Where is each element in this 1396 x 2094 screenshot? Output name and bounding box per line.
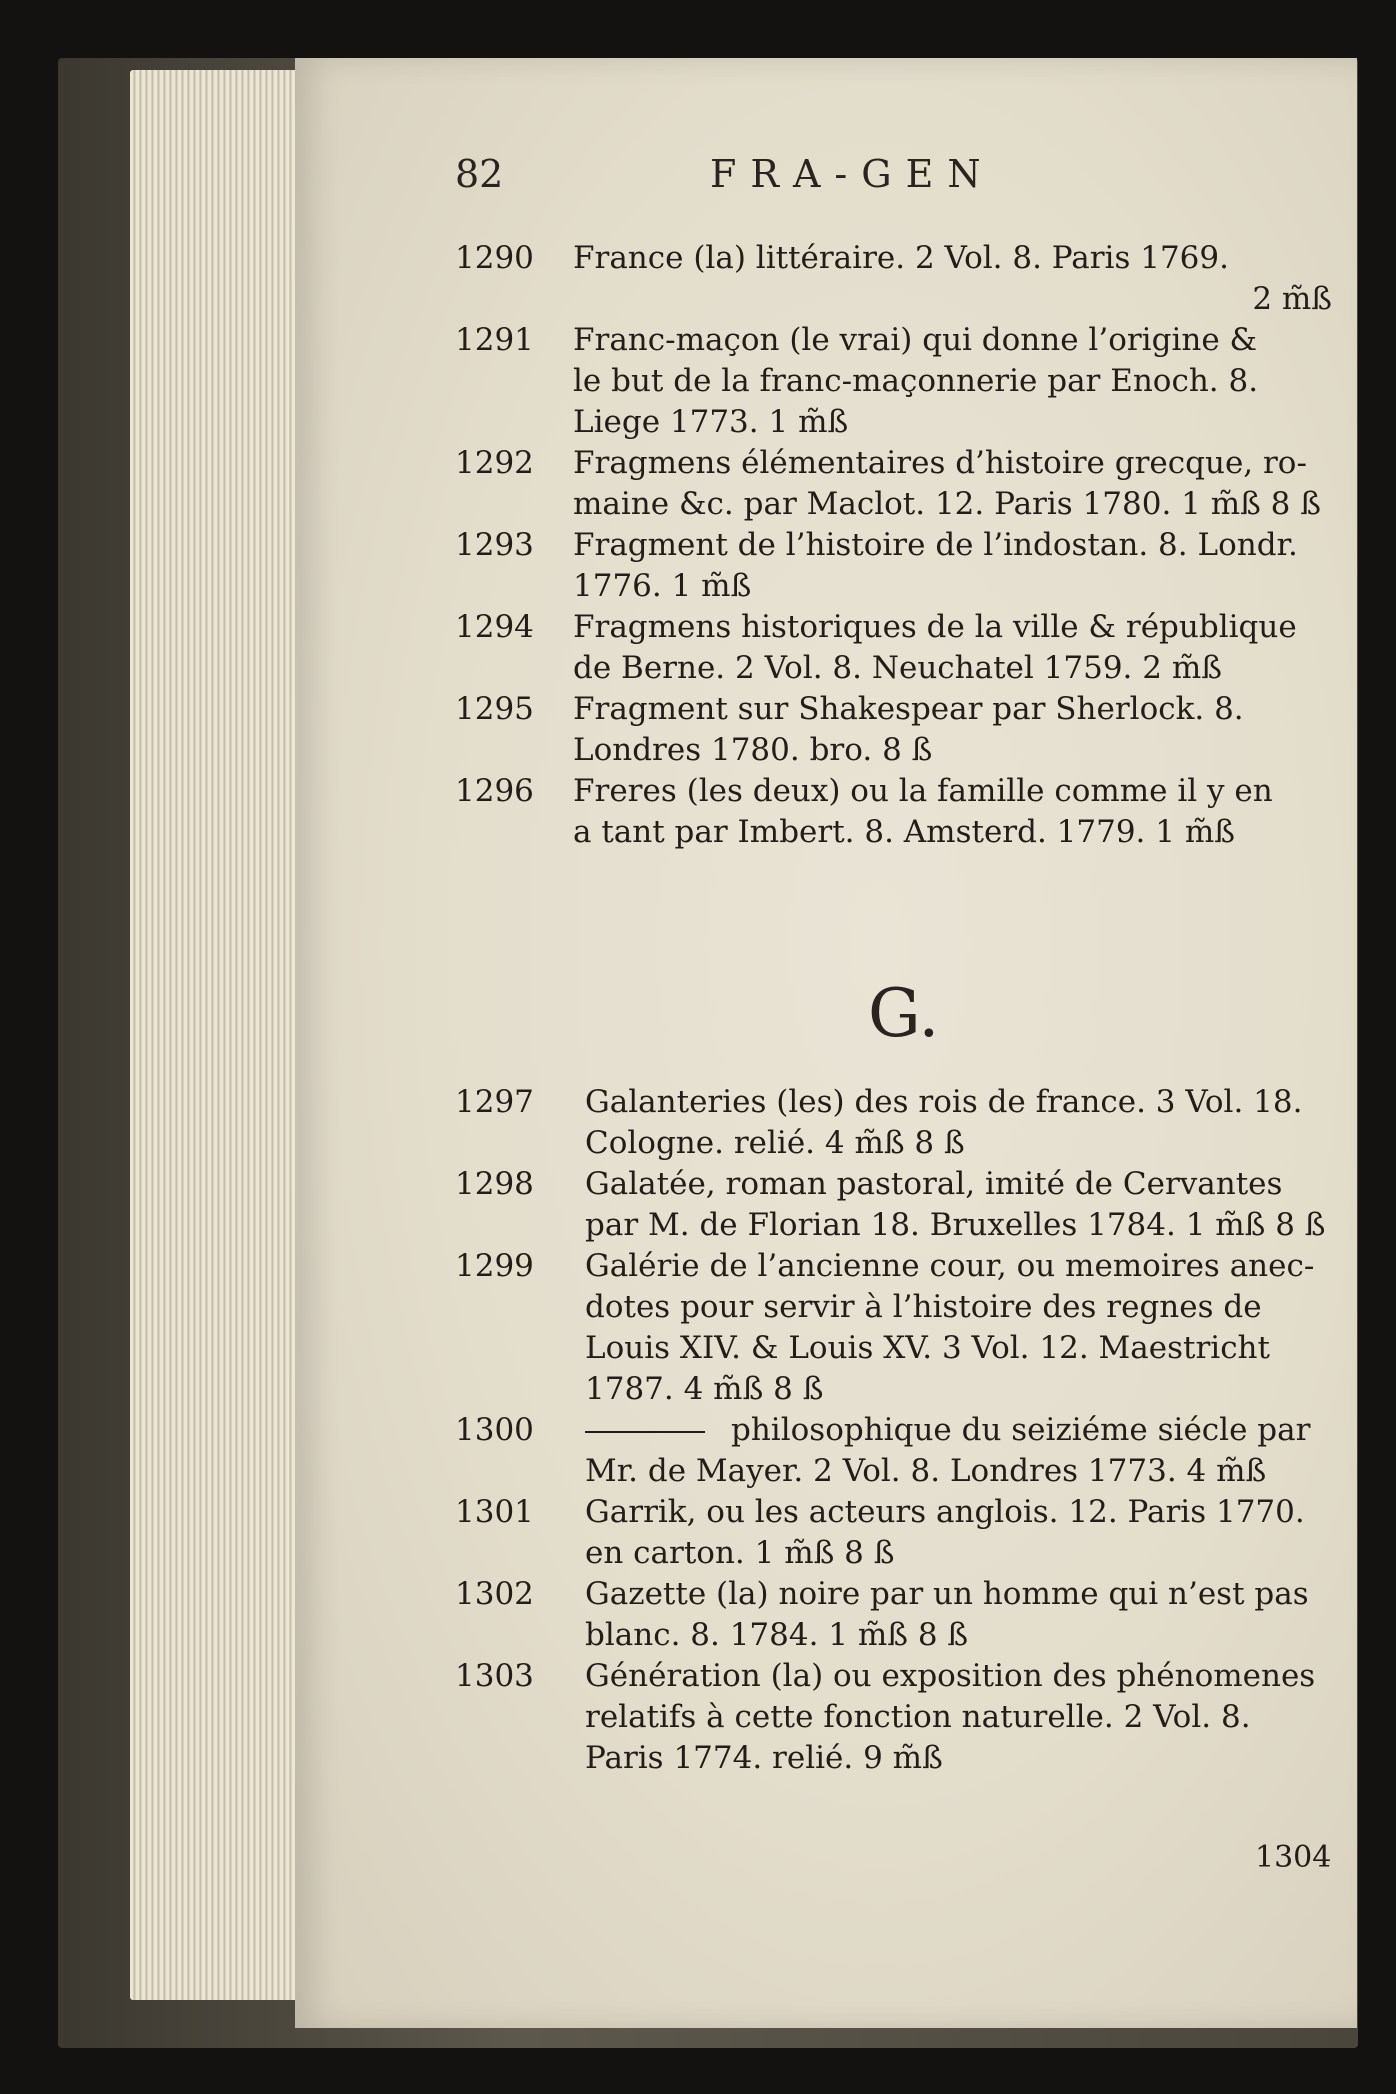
entry-line: dotes pour servir à l’histoire des regnes de [585,1289,1262,1325]
entry-price: 2 m̃ß [1252,281,1332,317]
ditto-rule [585,1431,705,1433]
entry-line: Fragment de l’histoire de l’indostan. 8. Londr. [573,527,1298,563]
entry-number: 1290 [455,240,534,276]
catalogue-entry [455,1574,1340,1656]
entry-line: Gazette (la) noire par un homme qui n’est pas [585,1576,1309,1612]
entry-line: le but de la franc-maçonnerie par Enoch. 8. [573,363,1259,399]
entry-number: 1296 [455,773,534,809]
entry-number: 1298 [455,1166,534,1202]
entries-fra-group [455,238,1340,853]
catalogue-entry [455,1246,1340,1410]
catalogue-entry [455,1082,1340,1164]
catalogue-entry [455,320,1340,443]
catalogue-entry [455,1656,1340,1779]
catalogue-entry [455,1410,1340,1492]
entry-line: de Berne. 2 Vol. 8. Neuchatel 1759. 2 m̃ß [573,650,1222,686]
entry-number: 1303 [455,1658,534,1694]
entry-line: Galatée, roman pastoral, imité de Cervantes [585,1166,1283,1202]
entry-line: blanc. 8. 1784. 1 m̃ß 8 ß [585,1617,969,1653]
entry-line: Franc-maçon (le vrai) qui donne l’origine & [573,322,1258,358]
entry-number: 1300 [455,1412,534,1448]
running-title: FRA-GEN [710,152,995,196]
entry-line: 1776. 1 m̃ß [573,568,752,604]
entry-line: Garrik, ou les acteurs anglois. 12. Paris 1770. [585,1494,1305,1530]
entry-line: France (la) littéraire. 2 Vol. 8. Paris 1769. [573,240,1229,276]
catalogue-entry [455,443,1340,525]
entry-line: Fragmens élémentaires d’histoire grecque, ro- [573,445,1307,481]
entry-line: Fragment sur Shakespear par Sherlock. 8. [573,691,1244,727]
entry-line: Génération (la) ou exposition des phénomenes [585,1658,1316,1694]
entry-line: Galérie de l’ancienne cour, ou memoires anec- [585,1248,1315,1284]
entry-number: 1299 [455,1248,534,1284]
entry-line: par M. de Florian 18. Bruxelles 1784. 1 m̃ß 8 ß [585,1207,1326,1243]
catalogue-entry [455,238,1340,320]
entries-g-group [455,1082,1340,1779]
entry-line: Cologne. relié. 4 m̃ß 8 ß [585,1125,965,1161]
entry-line: relatifs à cette fonction naturelle. 2 Vol. 8. [585,1699,1251,1735]
entry-line: 1787. 4 m̃ß 8 ß [585,1371,824,1407]
entry-line: Liege 1773. 1 m̃ß [573,404,849,440]
entry-line: a tant par Imbert. 8. Amsterd. 1779. 1 m̃ß [573,814,1235,850]
entry-number: 1297 [455,1084,534,1120]
page-edges [130,70,300,2000]
entry-line: Fragmens historiques de la ville & république [573,609,1297,645]
entry-line: Louis XIV. & Louis XV. 3 Vol. 12. Maestricht [585,1330,1270,1366]
catalogue-entry [455,607,1340,689]
entry-line: Mr. de Mayer. 2 Vol. 8. Londres 1773. 4 m̃ß [585,1453,1267,1489]
page-number: 82 [455,152,504,196]
catalogue-entry [455,689,1340,771]
entry-line: Londres 1780. bro. 8 ß [573,732,933,768]
catalogue-entry [455,771,1340,853]
entry-line: Freres (les deux) ou la famille comme il y en [573,773,1273,809]
entry-line: en carton. 1 m̃ß 8 ß [585,1535,895,1571]
catalogue-entry [455,525,1340,607]
entry-number: 1291 [455,322,534,358]
catalogue-entry [455,1164,1340,1246]
entry-number: 1302 [455,1576,534,1612]
entry-number: 1293 [455,527,534,563]
entry-number: 1294 [455,609,534,645]
entry-number: 1295 [455,691,534,727]
section-heading: G. [868,975,940,1052]
entry-line [455,1410,1340,1451]
entry-line: Galanteries (les) des rois de france. 3 Vol. 18. [585,1084,1303,1120]
entry-text: philosophique du seiziéme siécle par [731,1412,1311,1448]
running-head [455,152,1175,212]
catalogue-entry [455,1492,1340,1574]
entry-line: Paris 1774. relié. 9 m̃ß [585,1740,943,1776]
entry-line: maine &c. par Maclot. 12. Paris 1780. 1 m̃ß 8 ß [573,486,1321,522]
entry-number: 1292 [455,445,534,481]
entry-number: 1301 [455,1494,534,1530]
catchword: 1304 [1255,1840,1332,1875]
